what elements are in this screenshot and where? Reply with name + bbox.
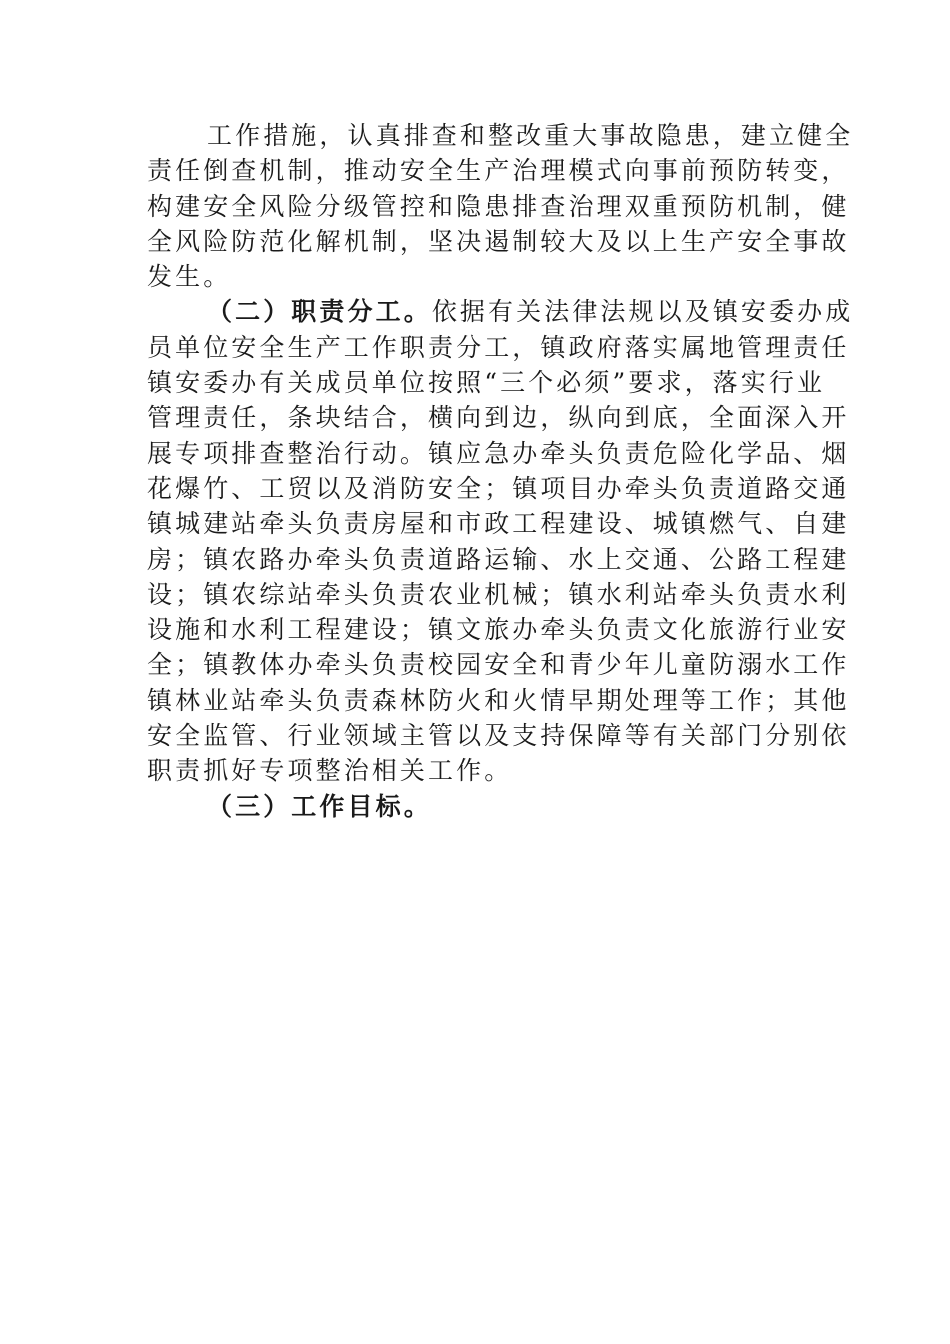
paragraph-text: 依据有关法律法规以及镇安委办成 — [431, 297, 854, 327]
paragraph-line: 安全监管、行业领域主管以及支持保障等有关部门分别依 — [147, 721, 850, 751]
paragraph-line: 全风险防范化解机制，坚决遏制较大及以上生产安全事故 — [147, 226, 850, 256]
paragraph-line: 展专项排查整治行动。镇应急办牵头负责危险化学品、烟 — [147, 438, 850, 468]
paragraph-line: 设；镇农综站牵头负责农业机械；镇水利站牵头负责水利 — [147, 579, 850, 609]
paragraph-line: 镇安委办有关成员单位按照“三个必须”要求，落实行业 — [147, 368, 826, 398]
paragraph-line: 镇城建站牵头负责房屋和市政工程建设、城镇燃气、自建 — [147, 509, 850, 539]
paragraph-line: 责任倒查机制，推动安全生产治理模式向事前预防转变， — [147, 156, 850, 186]
section-heading-responsibilities: （二）职责分工。 — [207, 297, 432, 327]
document-body — [147, 118, 854, 824]
section-heading-objectives: （三）工作目标。 — [207, 791, 432, 821]
paragraph-line: 发生。 — [147, 262, 232, 292]
paragraph-line: 全；镇教体办牵头负责校园安全和青少年儿童防溺水工作 — [147, 650, 850, 680]
paragraph-line: 职责抓好专项整治相关工作。 — [147, 756, 513, 786]
paragraph-line: 员单位安全生产工作职责分工，镇政府落实属地管理责任 — [147, 332, 850, 362]
paragraph-line: 工作措施，认真排查和整改重大事故隐患，建立健全 — [207, 121, 854, 150]
paragraph-line: 镇林业站牵头负责森林防火和火情早期处理等工作；其他 — [147, 685, 850, 715]
paragraph-first-line — [147, 294, 854, 329]
paragraph-line: 管理责任，条块结合，横向到边，纵向到底，全面深入开 — [147, 403, 850, 433]
paragraph-line: 构建安全风险分级管控和隐患排查治理双重预防机制，健 — [147, 191, 850, 221]
paragraph-line: 设施和水利工程建设；镇文旅办牵头负责文化旅游行业安 — [147, 615, 850, 645]
paragraph-line: 花爆竹、工贸以及消防安全；镇项目办牵头负责道路交通 — [147, 473, 850, 503]
paragraph-line: 房；镇农路办牵头负责道路运输、水上交通、公路工程建 — [147, 544, 850, 574]
